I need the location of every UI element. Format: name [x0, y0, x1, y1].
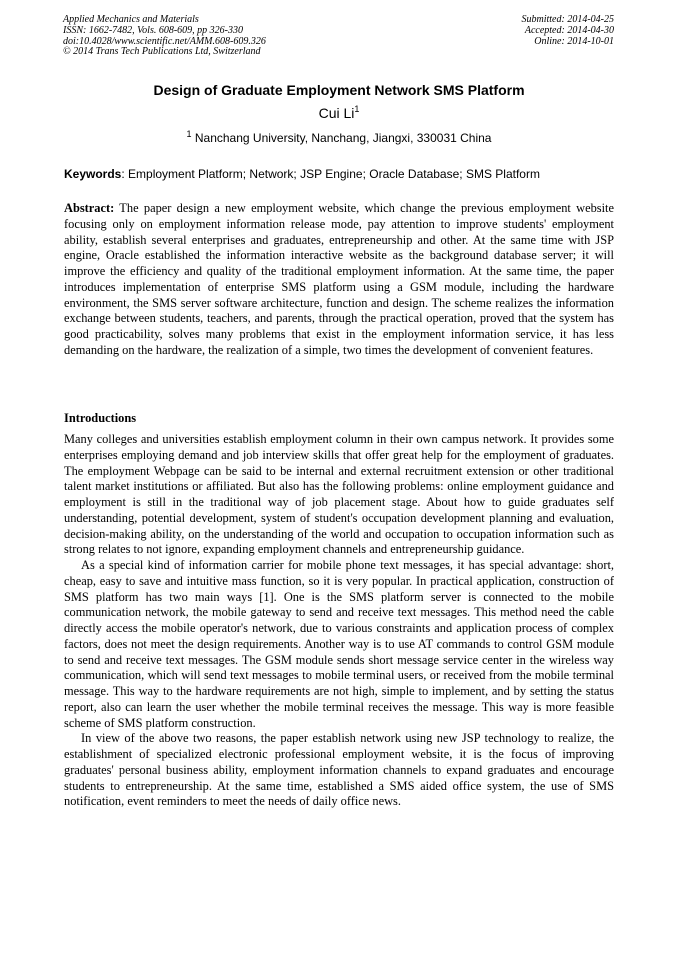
online-date: Online: 2014-10-01	[534, 35, 614, 47]
author-affiliation-mark: 1	[354, 104, 360, 114]
keywords-label: Keywords	[64, 167, 122, 181]
keywords-text: : Employment Platform; Network; JSP Engine; Oracle Database; SMS Platform	[121, 167, 540, 181]
paragraph: As a special kind of information carrier for mobile phone text messages, it has special advantage: short, cheap, easy to save and intuitive mass function, so it is very popular. In practical application, construction of SMS platform has two main ways [1]. One is the SMS platform server is connected to the mobile communication network, the mobile gateway to send and receive text messages. This method need the cable directly access the mobile operator's network, due to various constraints and application process of complex factors, does not meet the design requirements. Another way is to use AT commands to control GSM module to send and receive text messages. The GSM module sends short message service center in the wireless way communication, which will send text messages to mobile terminal users, or received from the mobile terminal message. This way to the hardware requirements are not high, simple to implement, and by setting the status report, also can learn the user whether the mobile terminal receives the message. This way is more feasible scheme of SMS platform construction.	[64, 558, 614, 730]
introduction-body	[64, 432, 614, 810]
paragraph: In view of the above two reasons, the paper establish network using new JSP technology to realize, the establishment of specialized electronic professional employment website, it is the focus of improving graduates' personal business ability, employment information channels to expand graduates and encourage students to entrepreneurship. At the same time, established a SMS aided office system, the use of SMS notification, event reminders to meet the needs of daily office news.	[64, 731, 614, 809]
journal-header	[63, 15, 266, 58]
copyright-line: © 2014 Trans Tech Publications Ltd, Switzerland	[63, 46, 261, 58]
affiliation-line	[0, 131, 678, 146]
paragraph: Many colleges and universities establish employment column in their own campus network. It provides some enterprises employing demand and job interview skills that offer great help for the employment of graduates. The employment Webpage can be said to be internal and external recruitment extension or other traditional talent market institutions or affiliated. But also has the following problems: online employment guidance and employment is still in the traditional way of job placement stage. About how to guide graduates self understanding, potential development, system of student's occupation development planning and evaluation, decision-making ability, on the understanding of the world and occupation to occupation information such as strong relates to not ignore, expanding employment channels and entrepreneurship guidance.	[64, 432, 614, 557]
section-heading: Introductions	[64, 411, 137, 425]
affiliation-text: Nanchang University, Nanchang, Jiangxi, 330031 China	[194, 131, 492, 145]
keywords-line	[64, 167, 624, 182]
submitted-date: Submitted: 2014-04-25	[521, 14, 614, 25]
dates-header	[522, 15, 615, 47]
doi-line: doi:10.4028/www.scientific.net/AMM.608-609.326	[63, 35, 266, 47]
accepted-date: Accepted: 2014-04-30	[524, 24, 614, 36]
author-line	[0, 105, 678, 122]
author-name: Cui Li	[318, 105, 355, 121]
abstract-text: The paper design a new employment website, which change the previous employment website focusing only on employment information release mode, pay attention to improve students' employment ability, establish several enterprises and graduates, entrepreneurship and other. At the same time with JSP engine, Oracle established the information interactive website as the background database server; it will improve the efficiency and quality of the traditional employment information. At the same time, the paper introduces implementation of enterprise SMS platform using a GSM module, including the hardware environment, the SMS server software architecture, function and design. The scheme realizes the information exchange between students, teachers, and parents, through the practical operation, proved that the system has good practicability, solves many problems that exist in the employment information service, it has less demanding on the hardware, the realization of a simple, two times the development of convenient features.	[64, 201, 614, 357]
issn-line: ISSN: 1662-7482, Vols. 608-609, pp 326-330	[63, 24, 243, 36]
affiliation-mark: 1	[186, 129, 192, 139]
abstract-block	[64, 201, 614, 359]
paper-title: Design of Graduate Employment Network SMS Platform	[153, 82, 525, 98]
journal-name: Applied Mechanics and Materials	[63, 14, 199, 25]
abstract-label: Abstract:	[64, 201, 115, 215]
